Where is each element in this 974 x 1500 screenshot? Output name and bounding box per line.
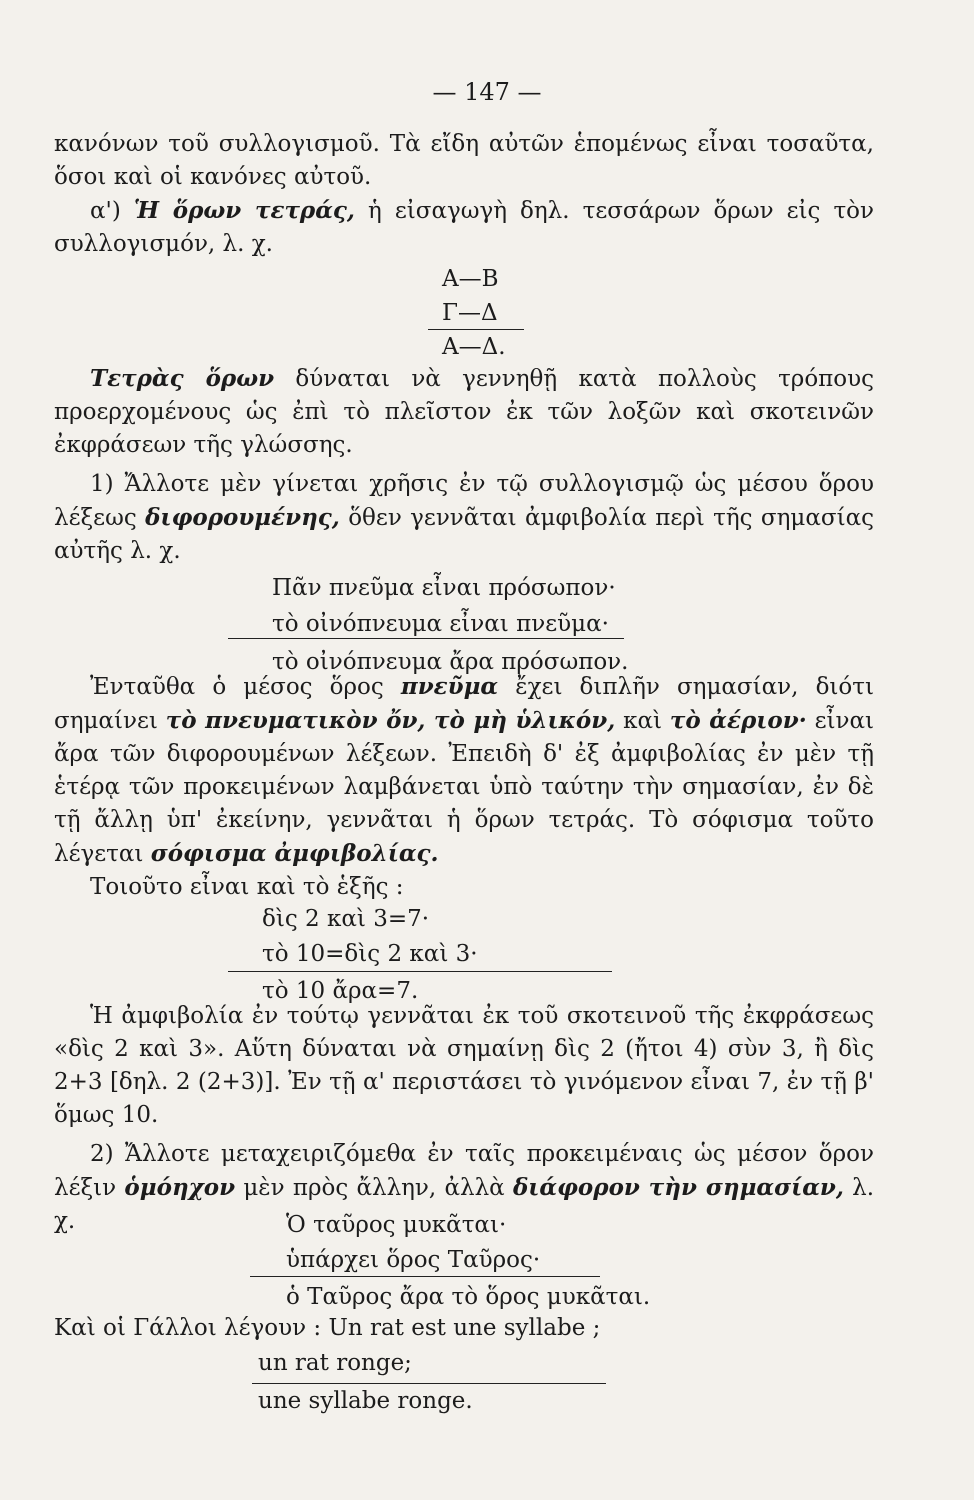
paragraph-quaternio [54,194,874,261]
formula-line: τὸ 10 ἄρα=7. [262,978,419,1004]
formula-line: Γ—Δ [442,300,498,326]
formula-line: τὸ οἰνόπνευμα εἶναι πνεῦμα· [272,611,609,637]
term-pneuma: πνεῦμα [400,673,499,700]
formula-line: ὁ Ταῦρος ἄρα τὸ ὅρος μυκᾶται. [286,1284,651,1310]
formula-line: τὸ 10=δὶς 2 καὶ 3· [262,941,478,967]
paragraph-ways [54,362,874,462]
formula-line: Ὁ ταῦρος μυκᾶται· [286,1212,507,1238]
formula-line: un rat ronge; [258,1350,412,1376]
formula-line: δὶς 2 καὶ 3=7· [262,906,430,932]
ways-text: δύναται νὰ γεννηθῇ κατὰ πολλοὺς τρόπους προερχομένους ὡς ἐπὶ τὸ πλεῖστον ἐκ τῶν λοξῶν καὶ σκοτεινῶν ἐκφράσεων τῆς γλώσσης. [54,366,874,458]
term-diforoumenis: διφορουμένης, [145,504,340,531]
formula-divider [250,1276,600,1277]
term-sofisma-amfibolias: σόφισμα ἀμφιβολίας. [150,840,439,867]
formula-ab-gd [442,262,506,364]
paragraph-french: Καὶ οἱ Γάλλοι λέγουν : Un rat est une syllabe ; [54,1315,601,1341]
paragraph-amfibolia: Ἡ ἀμφιβολία ἐν τούτῳ γεννᾶται ἐκ τοῦ σκοτεινοῦ τῆς ἐκφράσεως «δὶς 2 καὶ 3». Αὕτη δύναται νὰ σημαίνῃ δὶς 2 (ἤτοι 4) σὺν 3, ἢ δὶς 2+3 [δηλ. 2 (2+3)]. Ἐν τῇ α' περιστάσει τὸ γινόμενον εἶναι 7, ἐν τῇ β' ὅμως 10. [54,1003,874,1128]
homonym-text-a: 2) Ἄλλοτε μεταχειριζόμεθα ἐν ταῖς προκειμέναις ὡς μέσον ὅρον λέξιν [54,1141,874,1201]
term-omoihon: ὁμόηχον [124,1174,236,1201]
formula-line: ὑπάρχει ὅρος Ταῦρος· [286,1247,541,1273]
formula-line: Α—Β [442,266,499,292]
list-marker-a: α') [90,198,121,224]
term-pneumatikon: τὸ πνευματικὸν ὄν, τὸ μὴ ὑλικόν, [165,707,616,734]
formula-line: une syllabe ronge. [258,1388,473,1414]
page-number: — 147 — [432,78,542,106]
paragraph-intro: κανόνων τοῦ συλλογισμοῦ. Τὰ εἴδη αὐτῶν ἑπομένως εἶναι τοσαῦτα, ὅσοι καὶ οἱ κανόνες αὐτοῦ. [54,131,874,190]
paragraph-explanation [54,670,874,871]
formula-rat [258,1346,473,1418]
text-block-intro [54,128,874,261]
text-block-amfibolia [54,1000,874,1238]
formula-tavros [286,1208,650,1315]
homonym-text-c: λ. χ. [54,1175,875,1234]
formula-divider [252,1383,606,1384]
explanation-text-c: καὶ [623,708,663,734]
formula-line: τὸ οἰνόπνευμα ἄρα πρόσωπον. [272,649,629,675]
formula-line: Α—Δ. [442,334,506,360]
term-aerion: τὸ ἀέριον· [669,707,807,734]
term-quaternio: Ἡ ὅρων τετράς, [133,197,355,224]
paragraph-ambiguous-word [54,468,874,568]
paragraph-such: Τοιοῦτο εἶναι καὶ τὸ ἑξῆς : [90,874,404,900]
explanation-text-a: Ἐνταῦθα ὁ μέσος ὅρος [90,674,384,700]
text-block-explanation [54,670,874,904]
ambiguous-text-b: ὅθεν γεννᾶται ἀμφιβολία περὶ τῆς σημασίας αὐτῆς λ. χ. [54,505,875,564]
text-block-ways [54,362,874,568]
formula-divider [428,329,524,330]
explanation-text-d: εἶναι ἄρα τῶν διφορουμένων λέξεων. Ἐπειδὴ δ' ἐξ ἀμφιβολίας ἐν μὲν τῇ ἑτέρᾳ τῶν προκειμένων λαμβάνεται ὑπὸ ταύτην τὴν σημασίαν, ἐν δὲ τῇ ἄλλῃ ὑπ' ἐκείνην, γεννᾶται ἡ ὅρων τετράς. Τὸ σόφισμα τοῦτο λέγεται [54,708,875,867]
formula-divider [228,971,612,972]
term-diaforon: διάφορον τὴν σημασίαν, [512,1174,844,1201]
text-block-french [54,1312,874,1345]
term-tetras-oron: Τετρὰς ὅρων [90,365,275,392]
ambiguous-text-a: 1) Ἄλλοτε μὲν γίνεται χρῆσις ἐν τῷ συλλογισμῷ ὡς μέσου ὅρου λέξεως [54,471,874,531]
explanation-text-b: ἔχει διπλῆν σημασίαν, διότι σημαίνει [54,674,875,734]
formula-line: Πᾶν πνεῦμα εἶναι πρόσωπον· [272,575,616,601]
quaternio-definition: ἡ εἰσαγωγὴ δηλ. τεσσάρων ὅρων εἰς τὸν συλλογισμόν, λ. χ. [54,198,875,257]
formula-pneuma [272,570,628,680]
homonym-text-b: μὲν πρὸς ἄλλην, ἀλλὰ [243,1175,505,1201]
formula-divider [228,638,624,639]
formula-dis-2-kai-3 [262,902,478,1009]
